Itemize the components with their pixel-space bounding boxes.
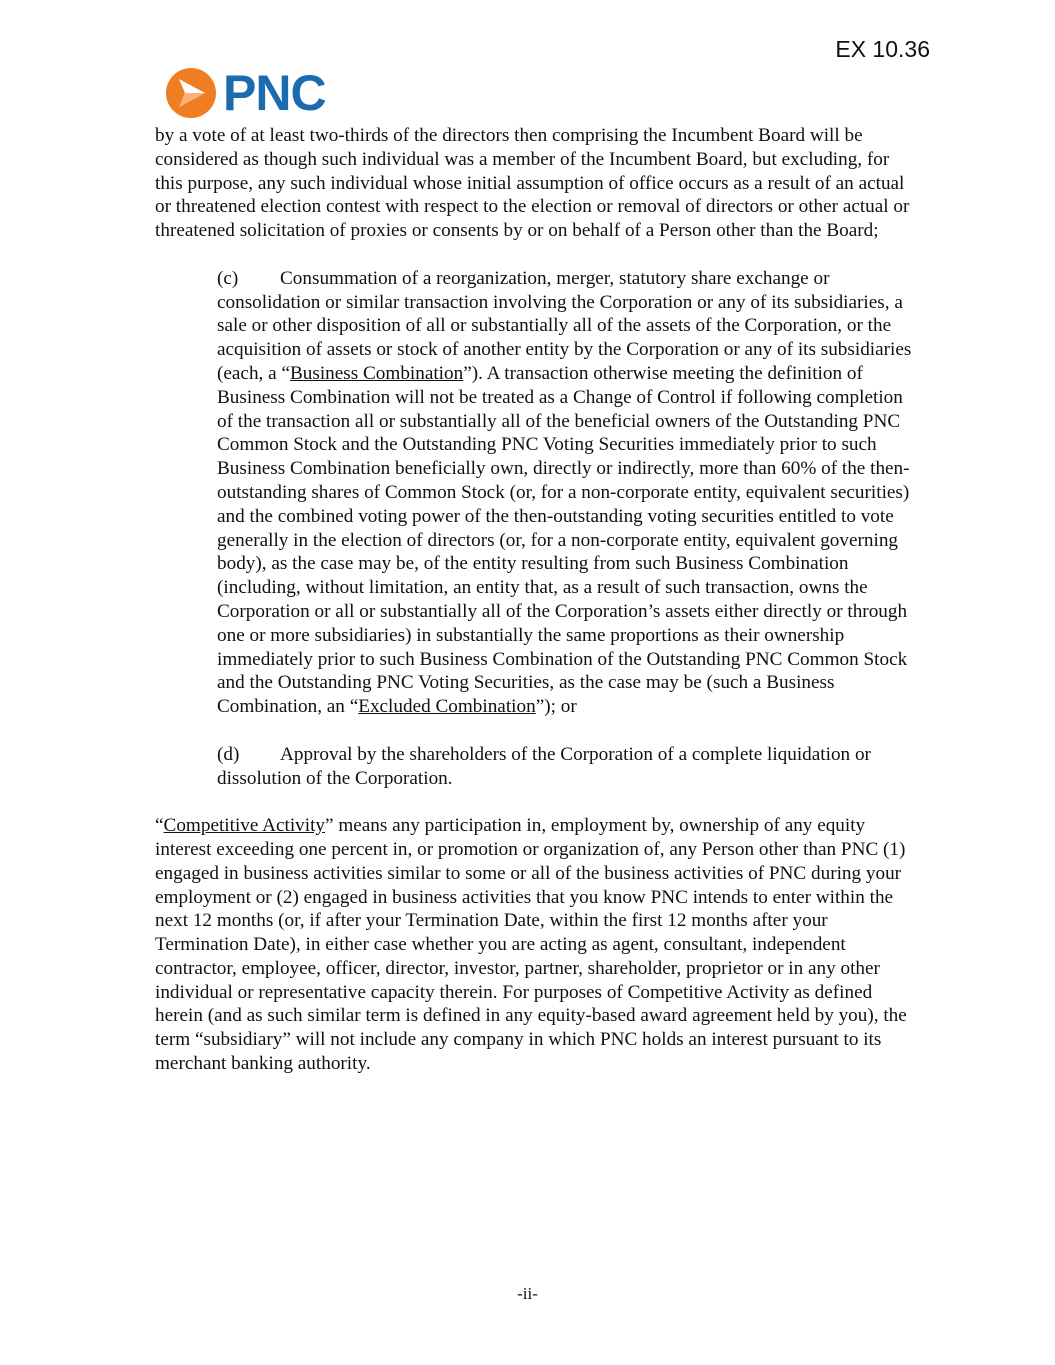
pnc-logo-text: PNC <box>223 65 326 121</box>
clause-label-c: (c) <box>217 267 239 289</box>
defined-term-excluded-combination: Excluded Combination <box>358 696 536 718</box>
document-body <box>155 124 915 1100</box>
paragraph-incumbent-board: by a vote of at least two-thirds of the directors then comprising the Incumbent Board will be considered as though such individual was a member of the Incumbent Board, but excluding, for this purpose, any such individual whose initial assumption of office occurs as a result of an actual or threatened election contest with respect to the election or removal of directors or other actual or threatened solicitation of proxies or consents by or on behalf of a Person other than the Board; <box>155 125 910 242</box>
page-number: -ii- <box>517 1284 538 1303</box>
paragraph-c <box>155 267 915 719</box>
exhibit-label: EX 10.36 <box>835 36 930 62</box>
paragraph-c-text-middle: ”). A transaction otherwise meeting the definition of Business Combination will not be treated as a Change of Control if following completion of the transaction all or substantially all of the beneficial owners of the Outstanding PNC Common Stock and the Outstanding PNC Voting Securities immediately prior to such Business Combination beneficially own, directly or indirectly, more than 60% of the then-outstanding shares of Common Stock (or, for a non-corporate entity, equivalent securities) and the combined voting power of the then-outstanding voting securities entitled to vote generally in the election of directors (or, for a non-corporate entity, equivalent governing body), as the case may be, of the entity resulting from such Business Combination (including, without limitation, an entity that, as a result of such transaction, owns the Corporation or all or substantially all of the Corporation’s assets either directly or through one or more subsidiaries) in substantially the same proportions as their ownership immediately prior to such Business Combination of the Outstanding PNC Common Stock and the Outstanding PNC Voting Securities, as the case may be (such a Business Combination, an “ <box>217 362 910 718</box>
clause-label-d: (d) <box>217 743 240 765</box>
defined-term-competitive-activity: Competitive Activity <box>163 815 326 837</box>
open-quote: “ <box>155 815 164 837</box>
paragraph-d <box>155 743 915 791</box>
pnc-logo <box>165 66 326 120</box>
paragraph-d-text: Approval by the shareholders of the Corporation of a complete liquidation or dissolution of the Corporation. <box>217 743 871 789</box>
paragraph-c-text-after: ”); or <box>535 696 577 718</box>
paragraph-competitive-activity <box>155 814 915 1076</box>
paragraph-c-text-before: Consummation of a reorganization, merger, statutory share exchange or consolidation or similar transaction involving the Corporation or any of its subsidiaries, a sale or other disposition of all or substantially all of the assets of the Corporation, or the acquisition of assets or stock of another entity by the Corporation or any of its subsidiaries (each, a “ <box>217 267 912 384</box>
pnc-logo-icon <box>165 67 217 119</box>
defined-term-business-combination: Business Combination <box>289 362 464 384</box>
paragraph-competitive-text: ” means any participation in, employment by, ownership of any equity interest exceeding one percent in, or promotion or organization of, any Person other than PNC (1) engaged in business activities similar to some or all of the business activities of PNC during your employment or (2) engaged in business activities that you know PNC intends to enter within the next 12 months (or, if after your Termination Date, within the first 12 months after your Termination Date), in either case whether you are acting as agent, consultant, independent contractor, employee, officer, director, investor, partner, shareholder, proprietor or in any other individual or representative capacity therein. For purposes of Competitive Activity as defined herein (and as such similar term is defined in any equity-based award agreement held by you), the term “subsidiary” will not include any company in which PNC holds an interest pursuant to its merchant banking authority. <box>155 815 907 1075</box>
